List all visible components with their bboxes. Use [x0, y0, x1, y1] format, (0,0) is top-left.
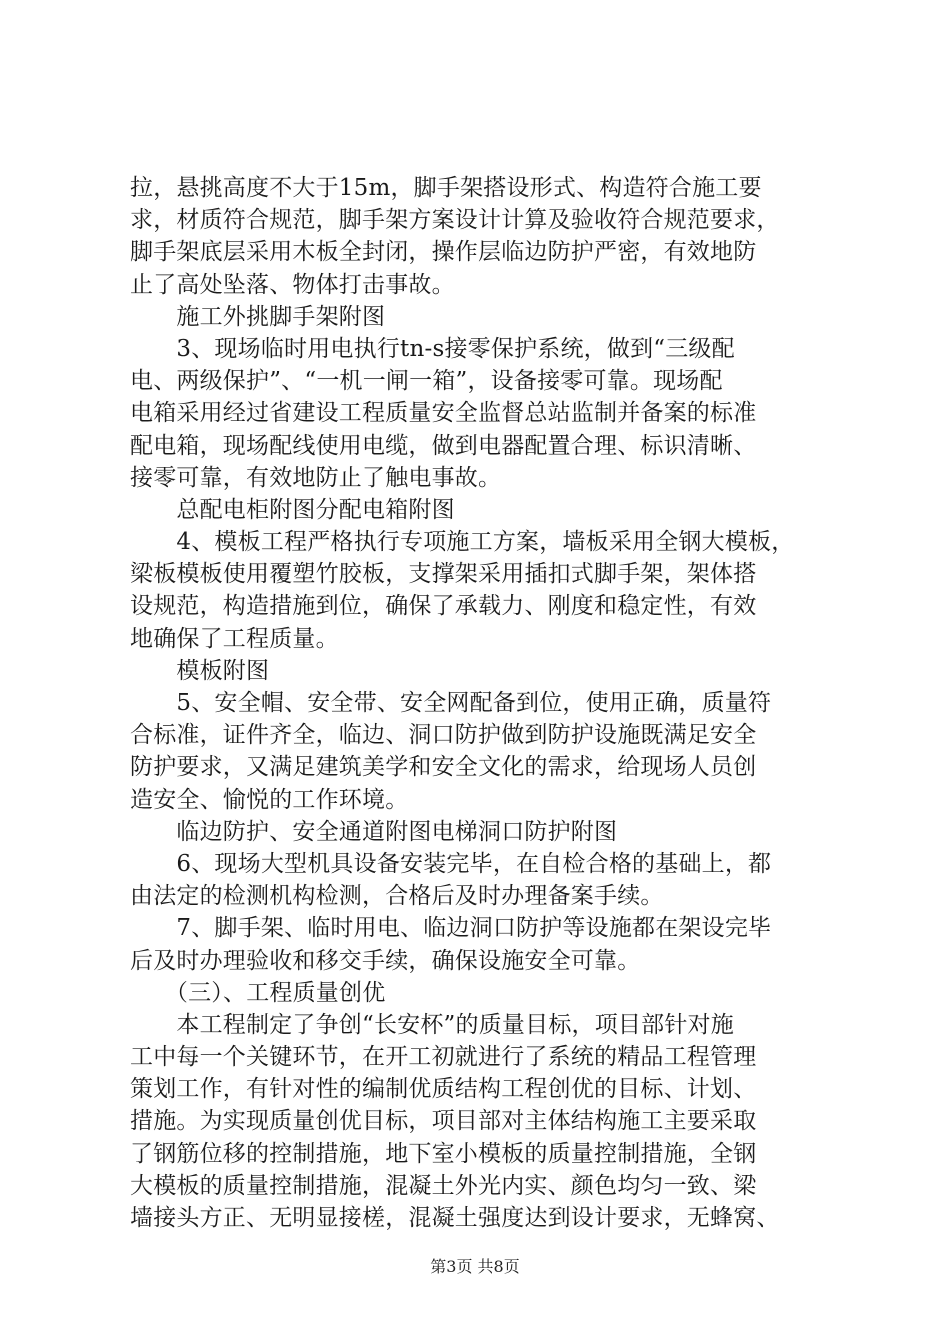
text-line: 配电箱，现场配线使用电缆，做到电器配置合理、标识清晰、 [130, 432, 757, 459]
text-line: 拉，悬挑高度不大于15m，脚手架搭设形式、构造符合施工要 [130, 175, 762, 201]
text-line: 地确保了工程质量。 [130, 625, 339, 652]
text-line: 策划工作，有针对性的编制优质结构工程创优的目标、计划、 [130, 1076, 757, 1103]
text-line: 大模板的质量控制措施，混凝土外光内实、颜色均匀一致、梁 [130, 1172, 757, 1199]
text-line: 4、模板工程严格执行专项施工方案，墙板采用全钢大模板， [130, 529, 795, 556]
text-line: 5、安全帽、安全带、安全网配备到位，使用正确，质量符 [130, 690, 772, 716]
text-line: 后及时办理验收和移交手续，确保设施安全可靠。 [130, 947, 641, 974]
text-line: 本工程制定了争创“长安杯”的质量目标，项目部针对施 [130, 1011, 734, 1038]
text-line: 3、现场临时用电执行tn-s接零保护系统，做到“三级配 [130, 335, 735, 362]
text-line: 求，材质符合规范，脚手架方案设计计算及验收符合规范要求， [130, 207, 780, 234]
text-line: 防护要求，又满足建筑美学和安全文化的需求，给现场人员创 [130, 754, 757, 781]
figure-caption: 模板附图 [130, 657, 270, 684]
text-line: 了钢筋位移的控制措施，地下室小模板的质量控制措施，全钢 [130, 1140, 757, 1167]
text-line: 设规范，构造措施到位，确保了承载力、刚度和稳定性，有效 [130, 593, 757, 620]
text-line: 6、现场大型机具设备安装完毕，在自检合格的基础上，都 [130, 850, 772, 877]
text-line: 接零可靠，有效地防止了触电事故。 [130, 464, 502, 491]
text-line: 措施。为实现质量创优目标，项目部对主体结构施工主要采取 [130, 1108, 757, 1135]
text-line: 电、两级保护”、“一机一闸一箱”，设备接零可靠。现场配 [130, 368, 723, 395]
text-line: 工中每一个关键环节，在开工初就进行了系统的精品工程管理 [130, 1044, 757, 1071]
text-line: 7、脚手架、临时用电、临边洞口防护等设施都在架设完毕 [130, 915, 772, 942]
body-text [130, 172, 830, 1234]
figure-caption: 临边防护、安全通道附图电梯洞口防护附图 [130, 818, 618, 845]
page-number: 第3页 共8页 [430, 1257, 520, 1276]
figure-caption: 总配电柜附图分配电箱附图 [130, 496, 455, 523]
text-line: 由法定的检测机构检测，合格后及时办理备案手续。 [130, 883, 664, 910]
text-line: 墙接头方正、无明显接槎，混凝土强度达到设计要求，无蜂窝、 [130, 1205, 780, 1231]
text-line: 电箱采用经过省建设工程质量安全监督总站监制并备案的标准 [130, 400, 757, 427]
text-line: 止了高处坠落、物体打击事故。 [130, 271, 455, 298]
text-line: 合标准，证件齐全，临边、洞口防护做到防护设施既满足安全 [130, 722, 757, 749]
text-line: 梁板模板使用覆塑竹胶板，支撑架采用插扣式脚手架，架体搭 [130, 561, 757, 588]
text-line: 脚手架底层采用木板全封闭，操作层临边防护严密，有效地防 [130, 239, 757, 266]
text-line: 造安全、愉悦的工作环境。 [130, 786, 409, 813]
figure-caption: 施工外挑脚手架附图 [130, 303, 386, 330]
section-heading: （三）、工程质量创优 [130, 979, 386, 1006]
